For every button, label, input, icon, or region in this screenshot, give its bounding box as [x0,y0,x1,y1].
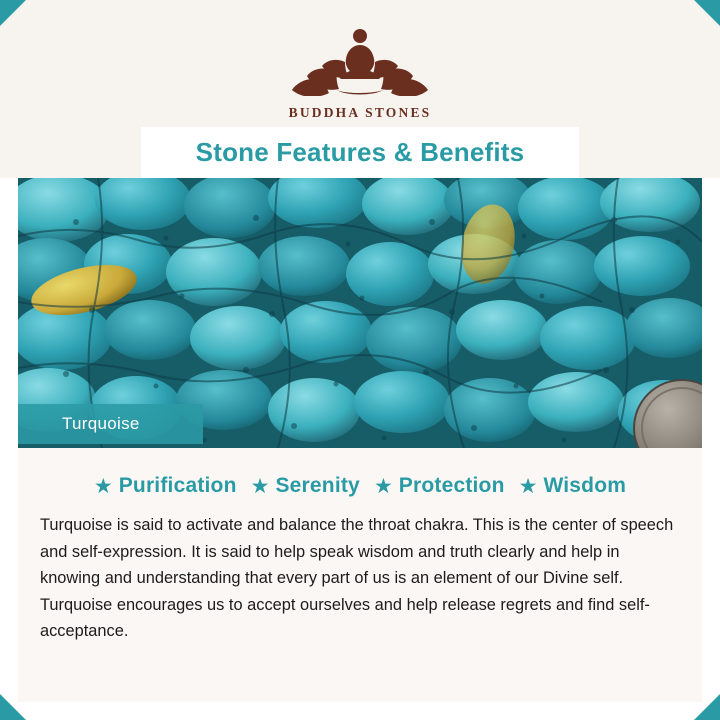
star-icon: ★ [93,474,113,498]
benefit-item-serenity [251,474,360,498]
corner-accent-top-right [694,0,720,26]
photo-caption-label: Turquoise [62,414,140,433]
corner-accent-bottom-right [694,694,720,720]
star-icon: ★ [373,474,393,498]
page-title-band [141,127,579,178]
content-section [18,448,702,702]
stone-description: Turquoise is said to activate and balance the throat chakra. This is the center of speech and self-expression. It is said to help speak wisdom and truth clearly and help in knowing and understanding that every part of us is an element of our Divine self. Turquoise encourages us to accept ourselves and help release regrets and find self-acceptance. [40,516,674,641]
benefit-label: Wisdom [543,474,627,497]
bottom-margin-strip [0,702,720,720]
benefit-label: Protection [398,474,505,497]
photo-caption [18,404,203,444]
left-margin-strip [0,178,18,720]
page-title: Stone Features & Benefits [195,137,525,167]
lotus-meditation-icon [0,22,720,101]
benefit-item-wisdom [519,474,627,498]
benefit-label: Serenity [275,474,360,497]
star-icon: ★ [250,474,270,498]
corner-accent-bottom-left [0,694,26,720]
right-margin-strip [702,178,720,720]
benefits-list [18,448,702,498]
brand-logo [0,22,720,121]
brand-name: BUDDHA STONES [288,105,432,120]
benefit-item-protection [374,474,505,498]
benefit-label: Purification [118,474,237,497]
corner-accent-top-left [0,0,26,26]
header-section [0,0,720,178]
benefit-item-purification [94,474,237,498]
star-icon: ★ [518,474,538,498]
